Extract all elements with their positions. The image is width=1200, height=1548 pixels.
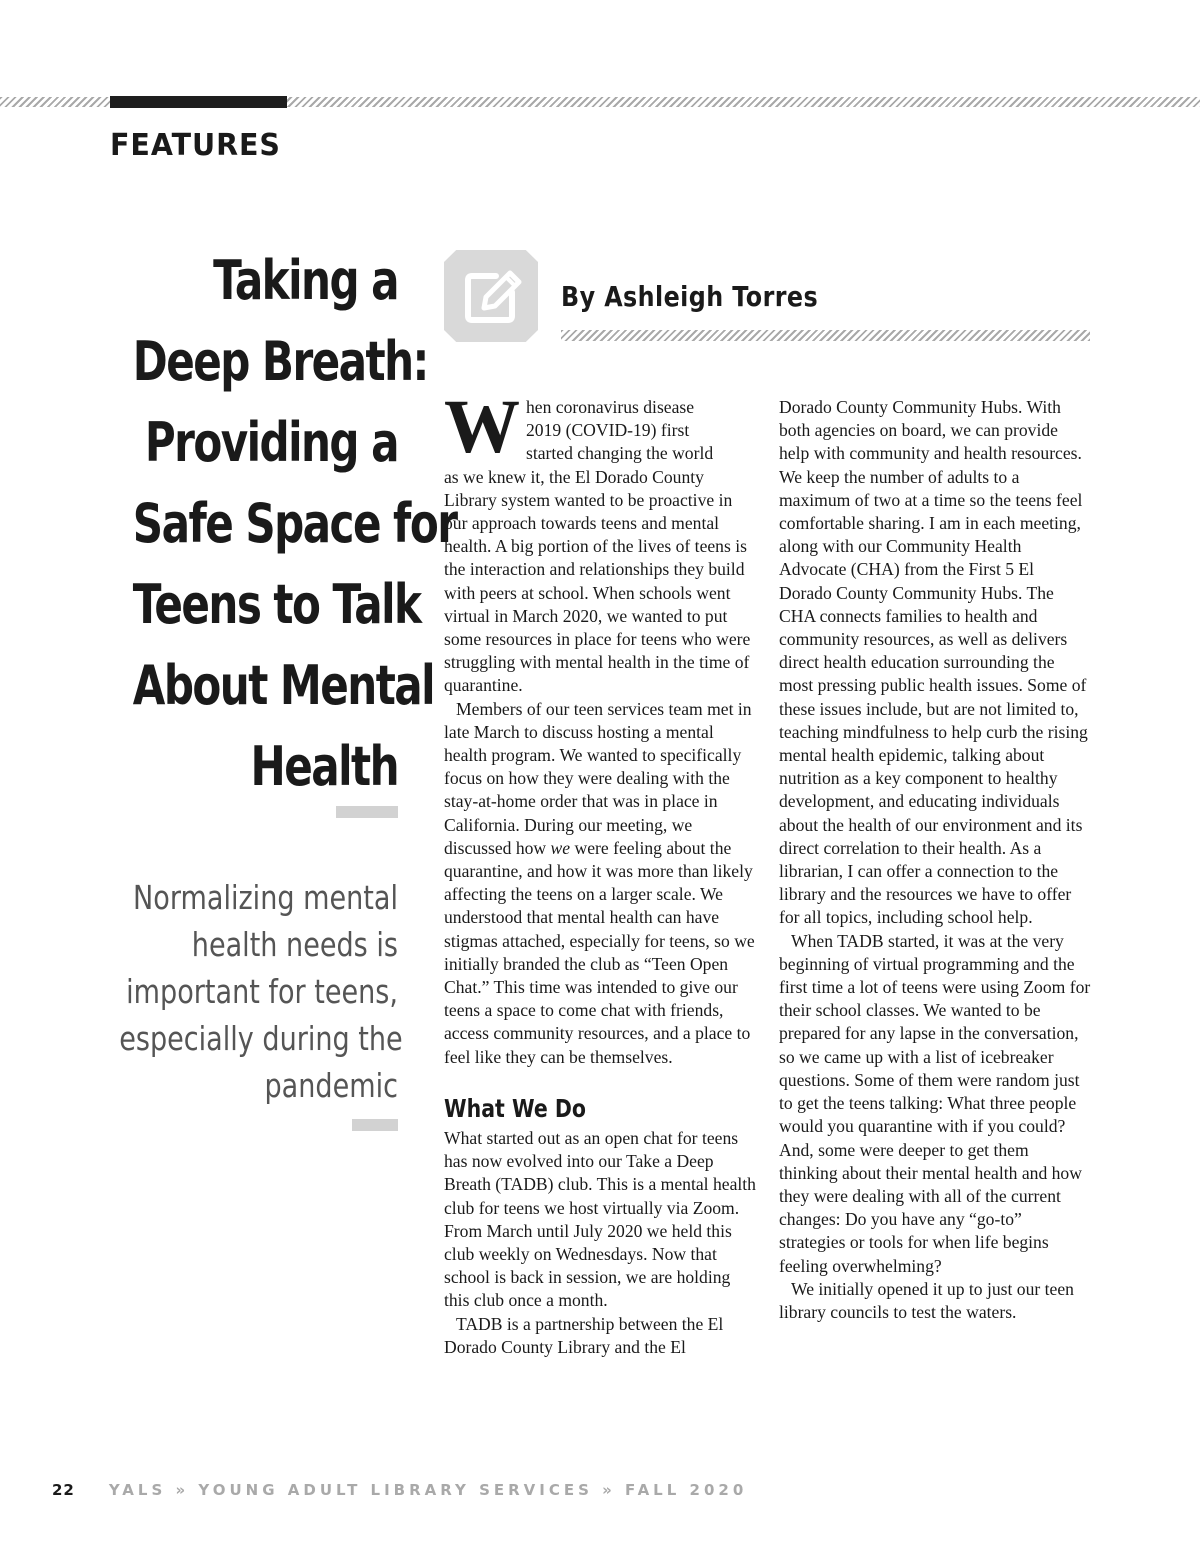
pencil-note-icon — [444, 250, 538, 342]
byline-hatch-rule — [561, 330, 1090, 341]
article-title — [132, 240, 457, 807]
section-accent-bar — [110, 96, 287, 108]
subtitle-line: health needs is — [191, 925, 398, 964]
subtitle-line: Normalizing mental — [133, 878, 398, 917]
subtitle-line: especially during the — [119, 1019, 403, 1058]
emphasis-text: we — [550, 837, 571, 858]
paragraph-text: were feeling about the quarantine, and how it was more than likely affecting the teens on a larger scale. We understood that mental health can have stigmas attached, especially for teens, so we initially branded the club as “Teen Open Chat.” This time was intended to give our teens a space to come chat with friends, access community resources, and a place to feel like they can be themselves. — [444, 837, 755, 1067]
subtitle-divider — [352, 1119, 398, 1131]
section-label: FEATURES — [110, 128, 281, 163]
text-line: started changing the world — [526, 443, 714, 464]
section-heading: What We Do — [444, 1093, 587, 1123]
title-line: Teens to Talk — [132, 573, 421, 636]
page-number: 22 — [52, 1481, 75, 1499]
body-column-1 — [444, 385, 756, 1359]
text-line: 2019 (COVID-19) first — [526, 420, 690, 441]
title-line: Safe Space for — [132, 492, 457, 555]
title-line: Providing a — [144, 411, 398, 474]
body-column-2 — [779, 396, 1091, 1324]
byline: By Ashleigh Torres — [561, 280, 819, 313]
paragraph-text: Members of our teen services team met in late March to discuss hosting a mental health program. We wanted to specifically focus on how they were dealing with the stay-at-home order that was in place in California. During our meeting, we discussed how — [444, 698, 752, 858]
body-paragraph — [444, 385, 756, 698]
subtitle-line: important for teens, — [126, 972, 399, 1011]
subtitle-line: pandemic — [264, 1066, 398, 1105]
body-paragraph: TADB is a partnership between the El Dorado County Library and the El — [444, 1313, 724, 1357]
page-footer — [52, 1480, 747, 1500]
body-paragraph: What started out as an open chat for teens has now evolved into our Take a Deep Breath (TADB) club. This is a mental health club for teens we host virtually via Zoom. From March until July 2020 we held this club weekly on Wednesdays. Now that school is back in session, we are holding this club once a month. — [444, 1127, 756, 1311]
body-paragraph: We initially opened it up to just our teen library councils to test the waters. — [779, 1278, 1074, 1322]
text-line: hen coronavirus disease — [526, 397, 695, 417]
article-subtitle — [119, 874, 403, 1109]
body-paragraph — [444, 698, 756, 1069]
body-paragraph: Dorado County Community Hubs. With both agencies on board, we can provide help with community and health resources. We keep the number of adults to a maximum of two at a time so the teens feel comfortable sharing. I am in each meeting, along with our Community Health Advocate (CHA) from the First 5 El Dorado County Community Hubs. The CHA connects families to health and community resources, as well as delivers direct health education surrounding the most pressing public health issues. Some of these issues include, but are not limited to, teaching mindfulness to help curb the rising mental health epidemic, talking about nutrition as a key component to healthy development, and educating individuals about the health of our environment and its direct correlation to their health. As a librarian, I can offer a connection to the library and the resources we have to offer for all topics, including school help. — [779, 397, 1088, 928]
body-paragraph: When TADB started, it was at the very beginning of virtual programming and the first time a lot of teens were using Zoom for their school classes. We wanted to be prepared for any lapse in the conversation, so we came up with a list of icebreaker questions. Some of them were random just to get the teens talking: What three people would you quarantine with if you could? And, some were deeper to get them thinking about their mental health and how they were dealing with all of the current changes: Do you have any “go-to” strategies or tools for when life begins feeling overwhelming? — [779, 930, 1091, 1276]
paragraph-text: as we knew it, the El Dorado County Library system wanted to be proactive in our approach towards teens and mental health. A big portion of the lives of teens is the interaction and relationships they build with peers at school. When schools went virtual in March 2020, we wanted to put some resources in place for teens who were struggling with mental health in the time of quarantine. — [444, 466, 751, 696]
title-line: Deep Breath: — [132, 330, 428, 393]
title-line: Taking a — [213, 249, 398, 312]
drop-cap: W — [444, 385, 520, 469]
title-divider — [336, 806, 398, 818]
footer-publication: YALS » YOUNG ADULT LIBRARY SERVICES » FALL 2020 — [108, 1481, 748, 1499]
title-line: About Mental — [132, 654, 435, 717]
title-line: Health — [250, 735, 398, 798]
